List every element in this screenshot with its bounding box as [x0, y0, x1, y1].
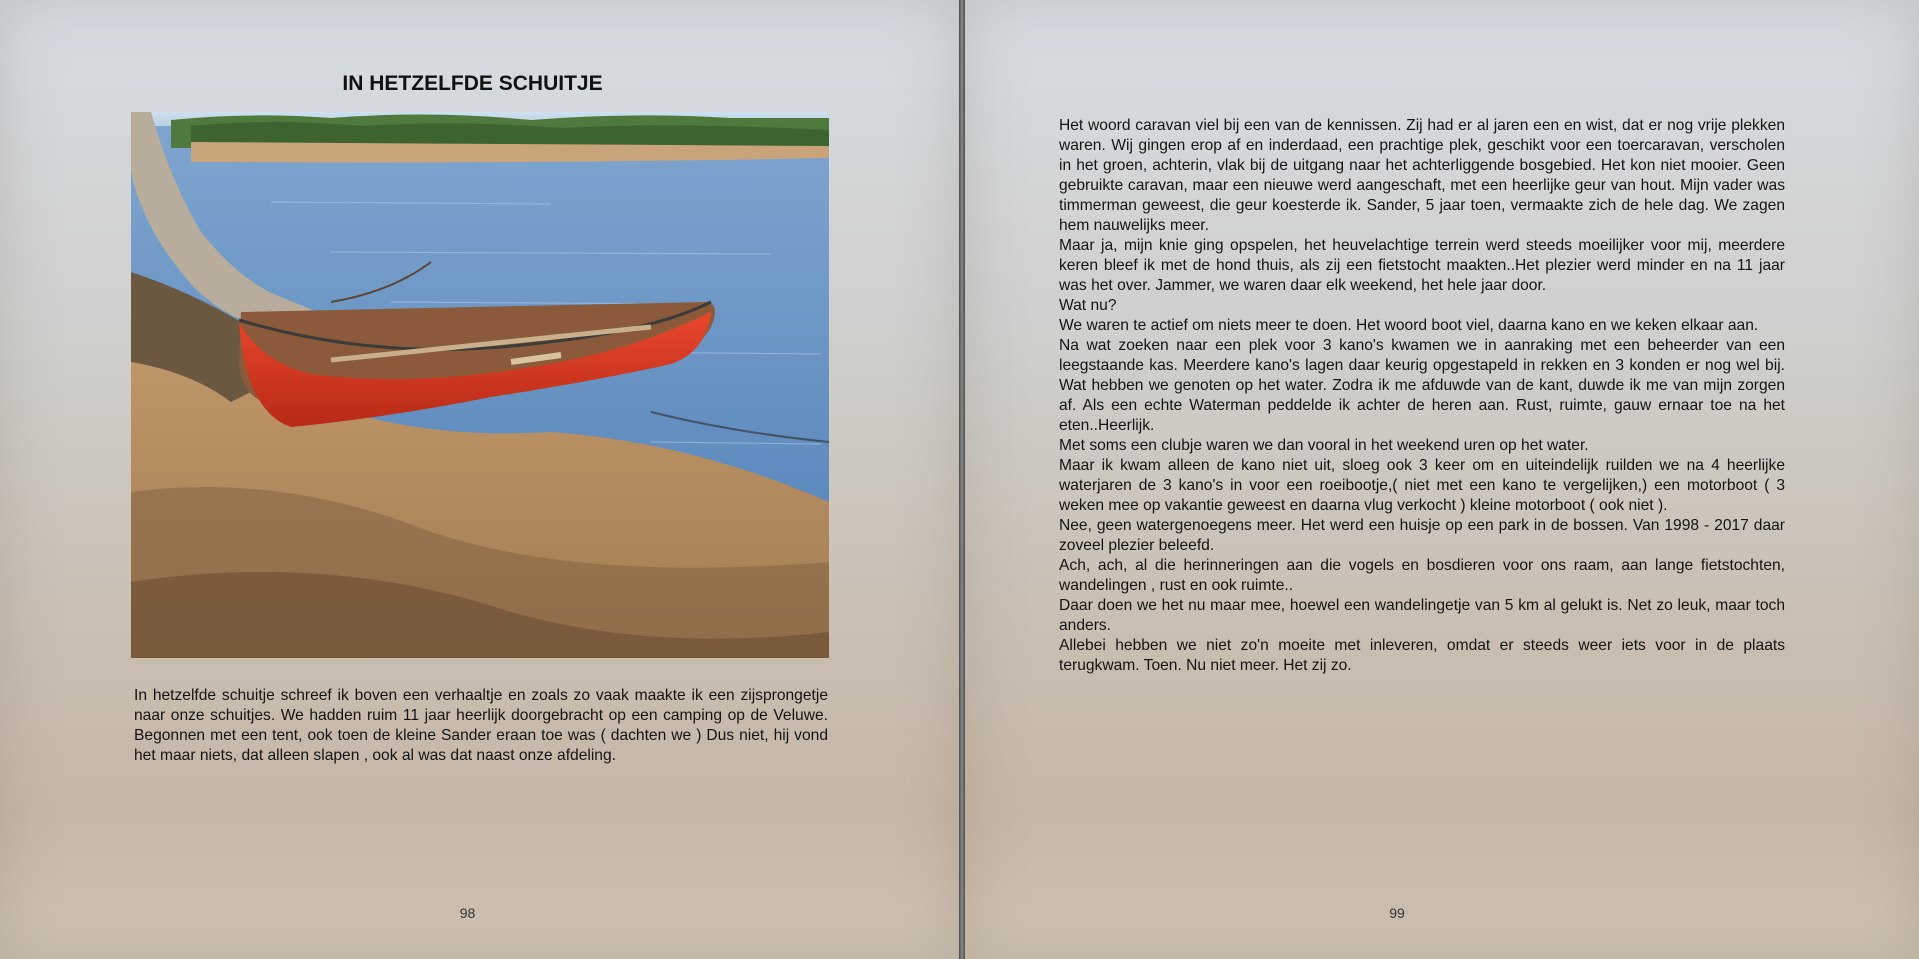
page-number: 98: [459, 905, 476, 921]
left-page: [0, 0, 959, 959]
paragraph: Maar ja, mijn knie ging opspelen, het heuvelachtige terrein werd steeds moeilijker voor mij, meerdere keren bleef ik met de hond thuis, als zij een fietstocht maakten..Het plezier werd minder en na 11 jaar was het over. Jammer, we waren daar elk weekend, het hele jaar door.: [1059, 237, 1785, 294]
paragraph: Allebei hebben we niet zo'n moeite met inleveren, omdat er steeds weer iets voor in de plaats terugkwam. Toen. Nu niet meer. Het zij zo.: [1059, 637, 1785, 674]
paragraph: Nee, geen watergenoegens meer. Het werd een huisje op een park in de bossen. Van 1998 - 2017 daar zoveel plezier beleefd.: [1059, 517, 1785, 554]
paragraph: Het woord caravan viel bij een van de kennissen. Zij had er al jaren een en wist, dat er nog vrije plekken waren. Wij gingen erop af en inderdaad, een prachtige plek, geschikt voor een toercaravan, verscholen in het groen, achterin, vlak bij de uitgang naar het achterliggende bosgebied. Het kon niet mooier. Geen gebruikte caravan, maar een nieuwe werd aangeschaft, met een heerlijke geur van hout. Mijn vader was timmerman geweest, die geur koesterde ik. Sander, 5 jaar toen, vermaakte zich de hele dag. We zagen hem nauwelijks meer.: [1059, 117, 1785, 234]
paragraph: Met soms een clubje waren we dan vooral in het weekend uren op het water.: [1059, 437, 1589, 454]
paragraph: Daar doen we het nu maar mee, hoewel een wandelingetje van 5 km al gelukt is. Net zo leuk, maar toch anders.: [1059, 597, 1785, 634]
paragraph: We waren te actief om niets meer te doen. Het woord boot viel, daarna kano en we keken elkaar aan.: [1059, 317, 1759, 334]
paragraph: Wat nu?: [1059, 297, 1117, 314]
story-text: [1059, 116, 1785, 676]
intro-paragraph: In hetzelfde schuitje schreef ik boven een verhaaltje en zoals zo vaak maakte ik een zijsprongetje naar onze schuitjes. We hadden ruim 11 jaar heerlijk doorgebracht op een camping op de Veluwe. Begonnen met een tent, ook toen de kleine Sander eraan toe was ( dachten we ) Dus niet, hij vond het maar niets, dat alleen slapen , ook al was dat naast onze afdeling.: [134, 687, 828, 764]
canoe-photo: [131, 112, 829, 658]
page-number: 99: [1389, 905, 1405, 921]
paragraph: Na wat zoeken naar een plek voor 3 kano's kwamen we in aanraking met een beheerder van een leegstaande kas. Meerdere kano's lagen daar keurig opgestapeld in rekken en 3 konden er nog wel bij. Wat hebben we genoten op het water. Zodra ik me afduwde van de kant, duwde ik me van mijn zorgen af. Als een echte Waterman peddelde ik achter de heren aan. Rust, ruimte, gauw ernaar toe na het eten..Heerlijk.: [1059, 337, 1785, 434]
canoe-photo-icon: [131, 112, 829, 658]
paragraph: Ach, ach, al die herinneringen aan die vogels en bosdieren voor ons raam, aan lange fietstochten, wandelingen , rust en ook ruimte..: [1059, 557, 1785, 594]
paragraph: Maar ik kwam alleen de kano niet uit, sloeg ook 3 keer om en uiteindelijk ruilden we na 4 heerlijke waterjaren de 3 kano's in voor een roeibootje,( niet met een kano te vergelijken,) een motorboot ( 3 weken mee op vakantie geweest en daarna vlug verkocht ) kleine motorboot ( ook niet ).: [1059, 457, 1785, 514]
right-page: [965, 0, 1919, 959]
page-title: IN HETZELFDE SCHUITJE: [342, 72, 603, 95]
